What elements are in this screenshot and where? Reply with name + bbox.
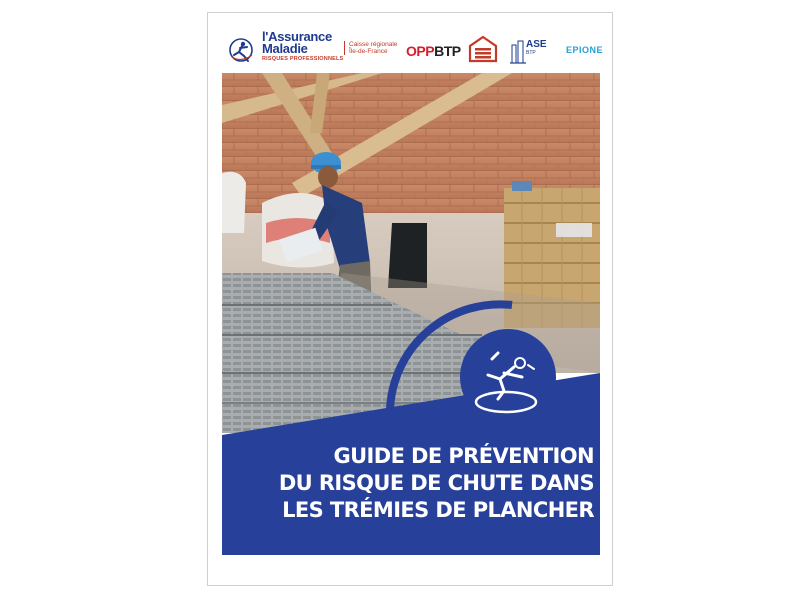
ase-sub-text: BTP [526,50,536,56]
assurance-maladie-logo-icon [228,37,262,63]
house-logo-icon [468,35,498,63]
oppbtp-logo [406,43,461,59]
assurance-maladie-subtitle: RISQUES PROFESSIONNELS [262,56,344,62]
ase-btp-logo [510,39,554,65]
title-line-3: LES TRÉMIES DE PLANCHER [282,498,594,522]
title-line-1: GUIDE DE PRÉVENTION [333,444,594,468]
partner-logos [228,25,608,73]
oppbtp-btp-text: BTP [434,43,461,59]
title-line-2: DU RISQUE DE CHUTE DANS [278,471,594,495]
epione-logo: EPIONE [566,45,604,55]
ase-building-icon [510,39,526,65]
caisse-regionale-logo [344,41,397,55]
caisse-line2: Île-de-France [349,48,388,55]
cover-title [238,443,594,524]
assurance-maladie-name-line2: Maladie [262,41,308,56]
assurance-maladie-logo [262,31,343,63]
person-falling-icon [460,329,556,425]
oppbtp-opp-text: OPP [406,43,435,59]
assurance-maladie-name-line1: l'Assurance [262,29,332,44]
document-cover [207,12,613,586]
ase-text: ASE [526,39,547,50]
caisse-line1: Caisse régionale [349,41,398,48]
